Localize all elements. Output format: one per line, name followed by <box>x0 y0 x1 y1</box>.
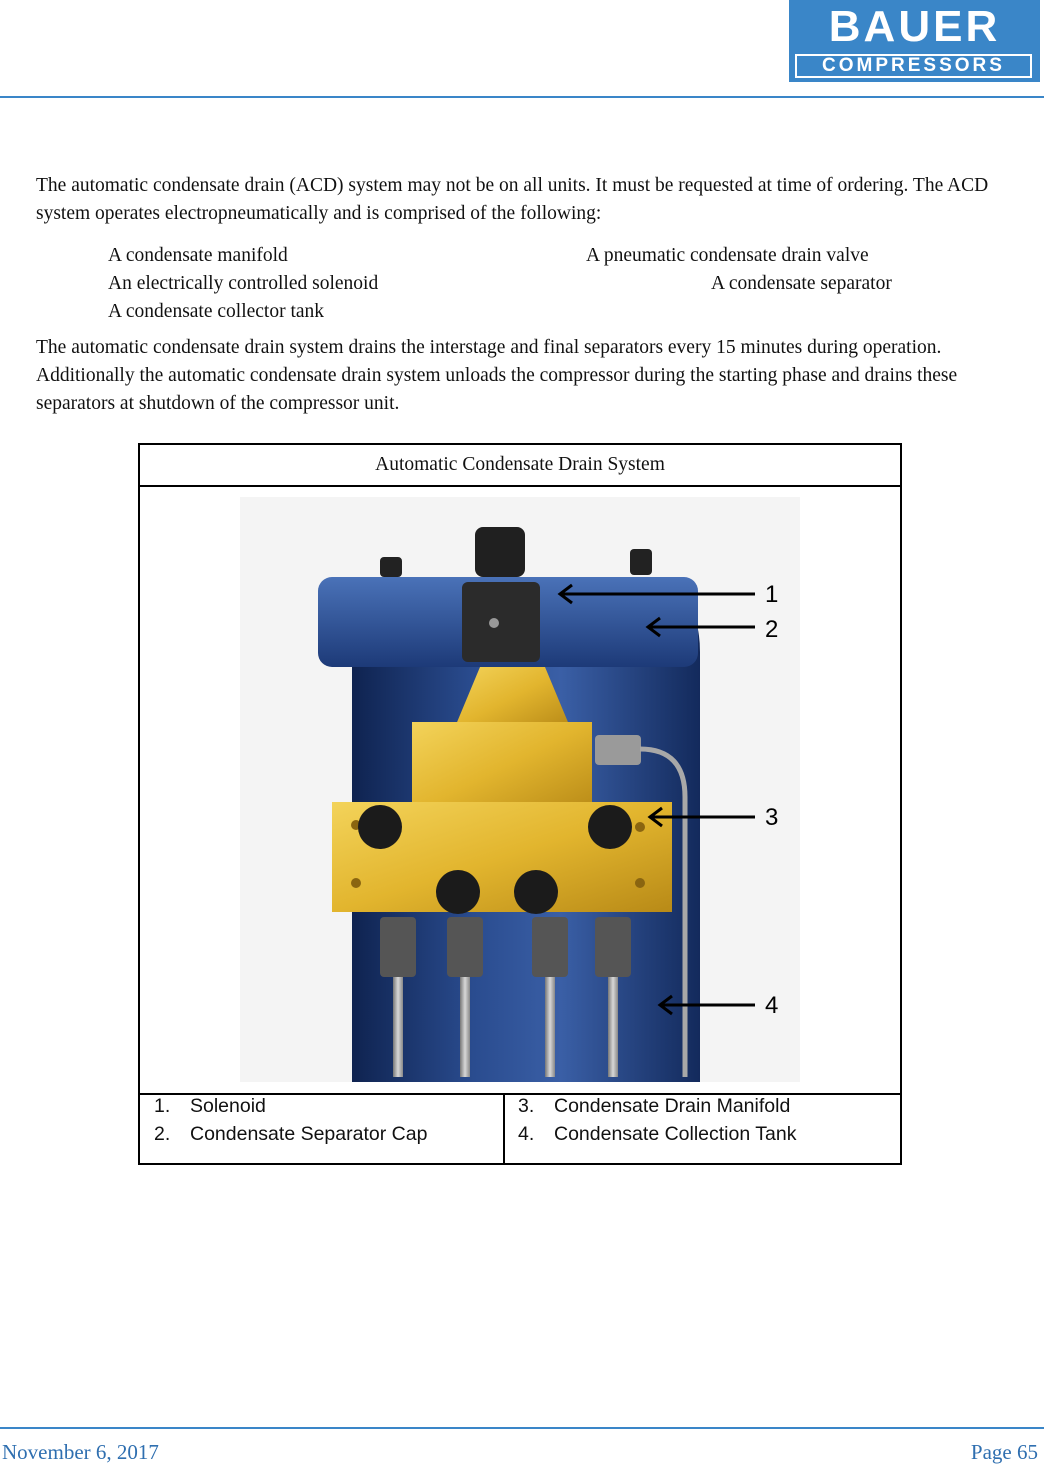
intro-paragraph: The automatic condensate drain (ACD) system may not be on all units. It must be requested at time of ordering. The ACD system operates electropneumatically and is comprised of the following: <box>36 175 989 224</box>
callout-2: 2 <box>765 616 779 643</box>
footer-date: November 6, 2017 <box>2 1440 159 1464</box>
callout-1: 1 <box>765 581 779 608</box>
legend-number: 4. <box>518 1123 535 1145</box>
figure-title: Automatic Condensate Drain System <box>140 445 900 487</box>
logo-bottom-text: COMPRESSORS <box>795 54 1032 78</box>
component-item: A condensate separator <box>711 273 892 294</box>
figure-legend <box>140 1093 900 1163</box>
header-rule <box>0 96 1044 98</box>
legend-number: 3. <box>518 1095 535 1117</box>
figure-table <box>138 443 902 1165</box>
legend-divider <box>503 1095 505 1163</box>
component-item: A condensate manifold <box>108 245 288 266</box>
bauer-logo <box>789 0 1040 82</box>
legend-label: Condensate Collection Tank <box>554 1123 797 1145</box>
callout-3: 3 <box>765 804 779 831</box>
footer-rule <box>0 1427 1044 1429</box>
component-item: A condensate collector tank <box>108 301 325 322</box>
component-item: An electrically controlled solenoid <box>108 273 379 294</box>
description-paragraph: The automatic condensate drain system drains the interstage and final separators every 15 minutes during operation. Additionally the automatic condensate drain system unloads the compressor during the starting phase and drains these separators at shutdown of the compressor unit. <box>36 337 958 414</box>
legend-number: 2. <box>154 1123 171 1145</box>
legend-number: 1. <box>154 1095 171 1117</box>
acd-system-photo <box>140 487 900 1093</box>
callout-4: 4 <box>765 992 779 1019</box>
logo-top-text: BAUER <box>828 2 1001 51</box>
legend-label: Condensate Drain Manifold <box>554 1095 791 1117</box>
legend-label: Condensate Separator Cap <box>190 1123 428 1145</box>
footer-page-number: Page 65 <box>970 1440 1038 1464</box>
legend-label: Solenoid <box>190 1095 266 1117</box>
component-item: A pneumatic condensate drain valve <box>586 245 869 266</box>
